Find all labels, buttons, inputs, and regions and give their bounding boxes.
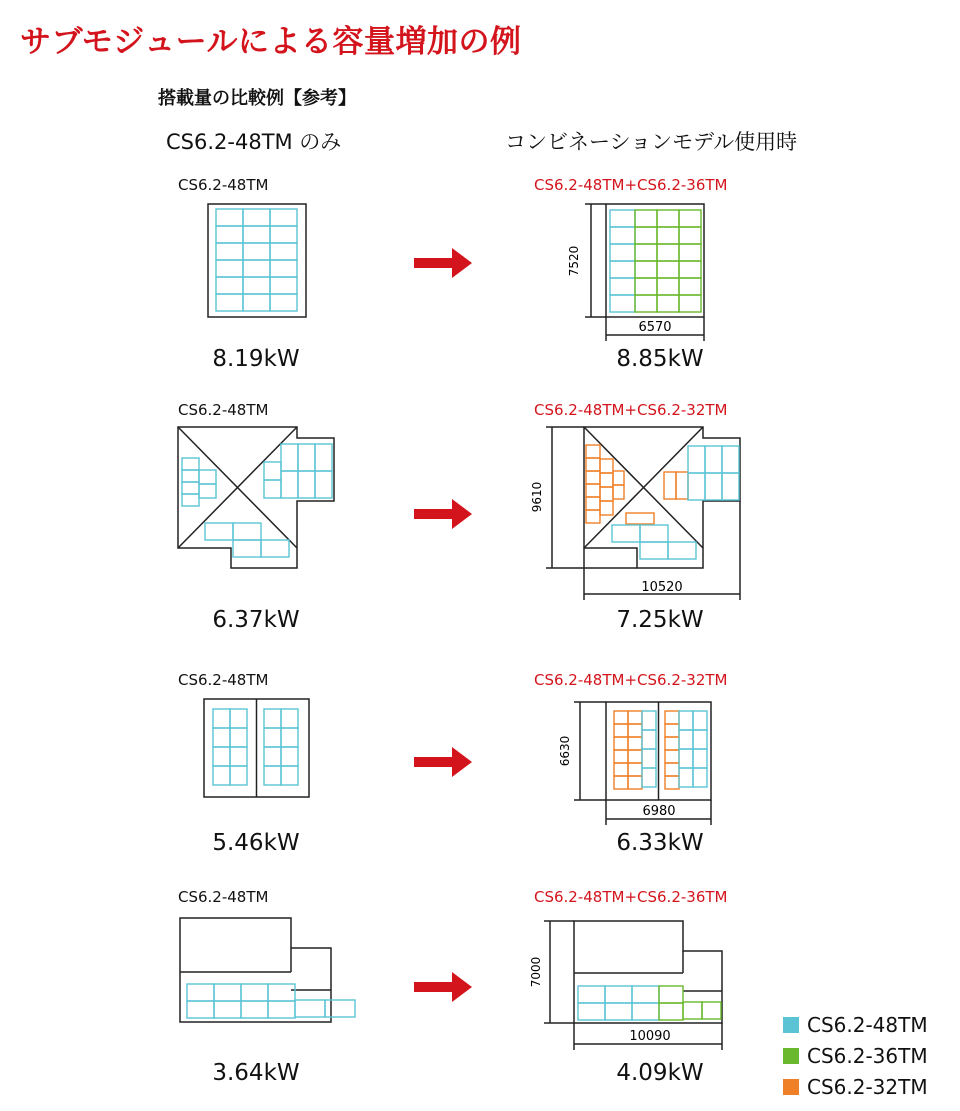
solar-panel — [610, 210, 635, 227]
solar-panel — [642, 730, 656, 749]
solar-panel — [216, 294, 243, 311]
solar-panel — [586, 471, 600, 484]
solar-panel — [315, 471, 332, 498]
example4-right-kw: 4.09kW — [616, 1060, 704, 1086]
solar-panel — [665, 724, 679, 737]
solar-panel — [640, 525, 668, 542]
legend-label: CS6.2-48TM — [807, 1012, 928, 1037]
solar-panel — [657, 210, 679, 227]
solar-panel — [298, 471, 315, 498]
page-title: サブモジュールによる容量増加の例 — [20, 24, 522, 60]
solar-panel — [243, 226, 270, 243]
solar-panel — [213, 709, 230, 728]
legend — [783, 1009, 928, 1102]
solar-panel — [230, 709, 247, 728]
solar-panel — [281, 728, 298, 747]
solar-panel — [230, 728, 247, 747]
example4-left-label: CS6.2-48TM — [178, 888, 269, 906]
dimension-height-4: 7000 — [529, 956, 543, 988]
solar-panel — [640, 542, 668, 559]
example1-left-label: CS6.2-48TM — [178, 176, 269, 194]
legend-swatch-green — [783, 1048, 799, 1064]
solar-panel — [679, 261, 701, 278]
solar-panel — [600, 487, 613, 501]
solar-panel — [264, 766, 281, 785]
solar-panel — [281, 747, 298, 766]
solar-panel — [281, 766, 298, 785]
solar-panel — [268, 1001, 295, 1018]
solar-panel — [243, 294, 270, 311]
solar-panel — [610, 227, 635, 244]
dimension-width-1: 6570 — [638, 320, 672, 335]
solar-panel — [632, 986, 659, 1003]
solar-panel — [213, 728, 230, 747]
solar-panel — [605, 986, 632, 1003]
solar-panel — [613, 471, 624, 485]
legend-swatch-cyan — [783, 1017, 799, 1033]
solar-panel — [270, 226, 297, 243]
panel-array-cyan — [213, 709, 298, 785]
roof-plan-example4-left — [180, 918, 331, 1022]
solar-panel — [315, 444, 332, 471]
solar-panel — [205, 523, 233, 540]
roof-plan-example3-left — [204, 699, 309, 797]
page-subtitle: 搭載量の比較例【参考】 — [158, 88, 356, 109]
solar-panel — [693, 749, 707, 768]
dimension-width-3: 6980 — [642, 804, 676, 819]
solar-panel — [600, 501, 613, 515]
solar-panel — [264, 480, 281, 498]
solar-panel — [243, 277, 270, 294]
solar-panel — [187, 984, 214, 1001]
solar-panel — [722, 473, 739, 500]
solar-panel — [243, 209, 270, 226]
solar-panel — [628, 776, 642, 789]
solar-panel — [586, 458, 600, 471]
solar-panel — [268, 984, 295, 1001]
solar-panel — [241, 984, 268, 1001]
solar-panel — [679, 210, 701, 227]
solar-panel — [270, 277, 297, 294]
solar-panel — [187, 1001, 214, 1018]
solar-panel — [659, 1003, 683, 1020]
example1-right-label: CS6.2-48TM+CS6.2-36TM — [534, 176, 728, 194]
dimension-width-4: 10090 — [629, 1029, 671, 1044]
solar-panel — [586, 510, 600, 523]
solar-panel — [270, 243, 297, 260]
solar-panel — [182, 458, 199, 470]
solar-panel — [610, 244, 635, 261]
solar-panel — [705, 473, 722, 500]
solar-panel — [182, 470, 199, 482]
solar-panel — [264, 728, 281, 747]
solar-panel — [214, 984, 241, 1001]
solar-panel — [610, 295, 635, 312]
solar-panel — [214, 1001, 241, 1018]
dimension-width-2: 10520 — [641, 580, 683, 595]
solar-panel — [664, 472, 676, 499]
solar-panel — [628, 737, 642, 750]
solar-panel — [605, 1003, 632, 1020]
panel-array-combo — [614, 711, 707, 789]
solar-panel — [628, 763, 642, 776]
solar-panel — [688, 446, 705, 473]
solar-panel — [679, 749, 693, 768]
example1-right-kw: 8.85kW — [616, 346, 704, 372]
solar-panel — [679, 244, 701, 261]
solar-panel — [613, 485, 624, 499]
solar-panel — [578, 1003, 605, 1020]
solar-panel — [628, 724, 642, 737]
solar-panel — [688, 473, 705, 500]
solar-panel — [657, 244, 679, 261]
solar-panel — [216, 260, 243, 277]
solar-panel — [635, 295, 657, 312]
legend-label: CS6.2-36TM — [807, 1043, 928, 1068]
solar-panel — [586, 445, 600, 458]
example2-left-label: CS6.2-48TM — [178, 401, 269, 419]
solar-panel — [693, 711, 707, 730]
solar-panel — [665, 711, 679, 724]
solar-panel — [665, 737, 679, 750]
solar-panel — [264, 709, 281, 728]
solar-panel — [614, 711, 628, 724]
legend-item — [783, 1040, 928, 1071]
solar-panel — [657, 278, 679, 295]
solar-panel — [635, 244, 657, 261]
solar-panel — [213, 766, 230, 785]
solar-panel — [610, 278, 635, 295]
solar-panel — [693, 768, 707, 787]
solar-panel — [199, 484, 216, 498]
solar-panel — [668, 542, 696, 559]
panel-array-combo — [610, 210, 701, 312]
solar-panel — [182, 482, 199, 494]
example3-left-kw: 5.46kW — [212, 830, 300, 856]
solar-panel — [657, 295, 679, 312]
legend-item — [783, 1071, 928, 1102]
solar-panel — [614, 737, 628, 750]
solar-panel — [642, 749, 656, 768]
example2-right-kw: 7.25kW — [616, 607, 704, 633]
legend-label: CS6.2-32TM — [807, 1074, 928, 1099]
dimension-height-2: 9610 — [530, 481, 544, 513]
solar-panel — [270, 260, 297, 277]
solar-panel — [230, 766, 247, 785]
solar-panel — [281, 709, 298, 728]
example3-left-label: CS6.2-48TM — [178, 671, 269, 689]
solar-panel — [610, 261, 635, 278]
solar-panel — [586, 497, 600, 510]
solar-panel — [270, 209, 297, 226]
solar-panel — [281, 471, 298, 498]
legend-item — [783, 1009, 928, 1040]
example3-right-kw: 6.33kW — [616, 830, 704, 856]
solar-panel — [614, 724, 628, 737]
column-heading-right: コンビネーションモデル使用時 — [505, 130, 798, 154]
solar-panel — [233, 540, 261, 557]
solar-panel — [683, 1002, 702, 1019]
solar-panel — [216, 209, 243, 226]
solar-panel — [665, 763, 679, 776]
solar-panel — [665, 750, 679, 763]
solar-panel — [325, 1000, 355, 1017]
solar-panel — [600, 473, 613, 487]
solar-panel — [632, 1003, 659, 1020]
solar-panel — [586, 484, 600, 497]
solar-panel — [264, 747, 281, 766]
solar-panel — [298, 444, 315, 471]
solar-panel — [626, 513, 654, 524]
solar-panel — [676, 472, 688, 499]
solar-panel — [693, 730, 707, 749]
solar-panel — [264, 462, 281, 480]
solar-panel — [243, 243, 270, 260]
solar-panel — [295, 1000, 325, 1017]
solar-panel — [665, 776, 679, 789]
panel-array-cyan — [216, 209, 297, 311]
solar-panel — [679, 278, 701, 295]
solar-panel — [679, 227, 701, 244]
solar-panel — [702, 1002, 721, 1019]
solar-panel — [614, 750, 628, 763]
solar-panel — [614, 763, 628, 776]
solar-panel — [213, 747, 230, 766]
solar-panel — [722, 446, 739, 473]
solar-panel — [628, 750, 642, 763]
solar-panel — [578, 986, 605, 1003]
example2-left-kw: 6.37kW — [212, 607, 300, 633]
solar-panel — [679, 730, 693, 749]
solar-panel — [679, 768, 693, 787]
example4-left-kw: 3.64kW — [212, 1060, 300, 1086]
solar-panel — [199, 470, 216, 484]
solar-panel — [216, 226, 243, 243]
example3-right-label: CS6.2-48TM+CS6.2-32TM — [534, 671, 728, 689]
solar-panel — [659, 986, 683, 1003]
legend-swatch-orange — [783, 1079, 799, 1095]
solar-panel — [600, 459, 613, 473]
panel-array-combo — [586, 445, 739, 559]
example4-right-label: CS6.2-48TM+CS6.2-36TM — [534, 888, 728, 906]
dimension-height-1: 7520 — [567, 245, 581, 277]
solar-panel — [635, 210, 657, 227]
solar-panel — [635, 278, 657, 295]
solar-panel — [612, 525, 640, 542]
dimension-height-3: 6630 — [558, 735, 572, 767]
solar-panel — [216, 243, 243, 260]
solar-panel — [628, 711, 642, 724]
solar-panel — [679, 295, 701, 312]
solar-panel — [614, 776, 628, 789]
solar-panel — [657, 261, 679, 278]
solar-panel — [679, 711, 693, 730]
example1-left-kw: 8.19kW — [212, 346, 300, 372]
solar-panel — [243, 260, 270, 277]
solar-panel — [642, 711, 656, 730]
solar-panel — [230, 747, 247, 766]
solar-panel — [270, 294, 297, 311]
example2-right-label: CS6.2-48TM+CS6.2-32TM — [534, 401, 728, 419]
solar-panel — [635, 227, 657, 244]
solar-panel — [216, 277, 243, 294]
solar-panel — [705, 446, 722, 473]
solar-panel — [241, 1001, 268, 1018]
panel-array-cyan — [187, 984, 355, 1018]
column-heading-left: CS6.2-48TM のみ — [166, 130, 342, 154]
solar-panel — [642, 768, 656, 787]
solar-panel — [281, 444, 298, 471]
solar-panel — [261, 540, 289, 557]
solar-panel — [233, 523, 261, 540]
solar-panel — [657, 227, 679, 244]
solar-panel — [182, 494, 199, 506]
solar-panel — [635, 261, 657, 278]
